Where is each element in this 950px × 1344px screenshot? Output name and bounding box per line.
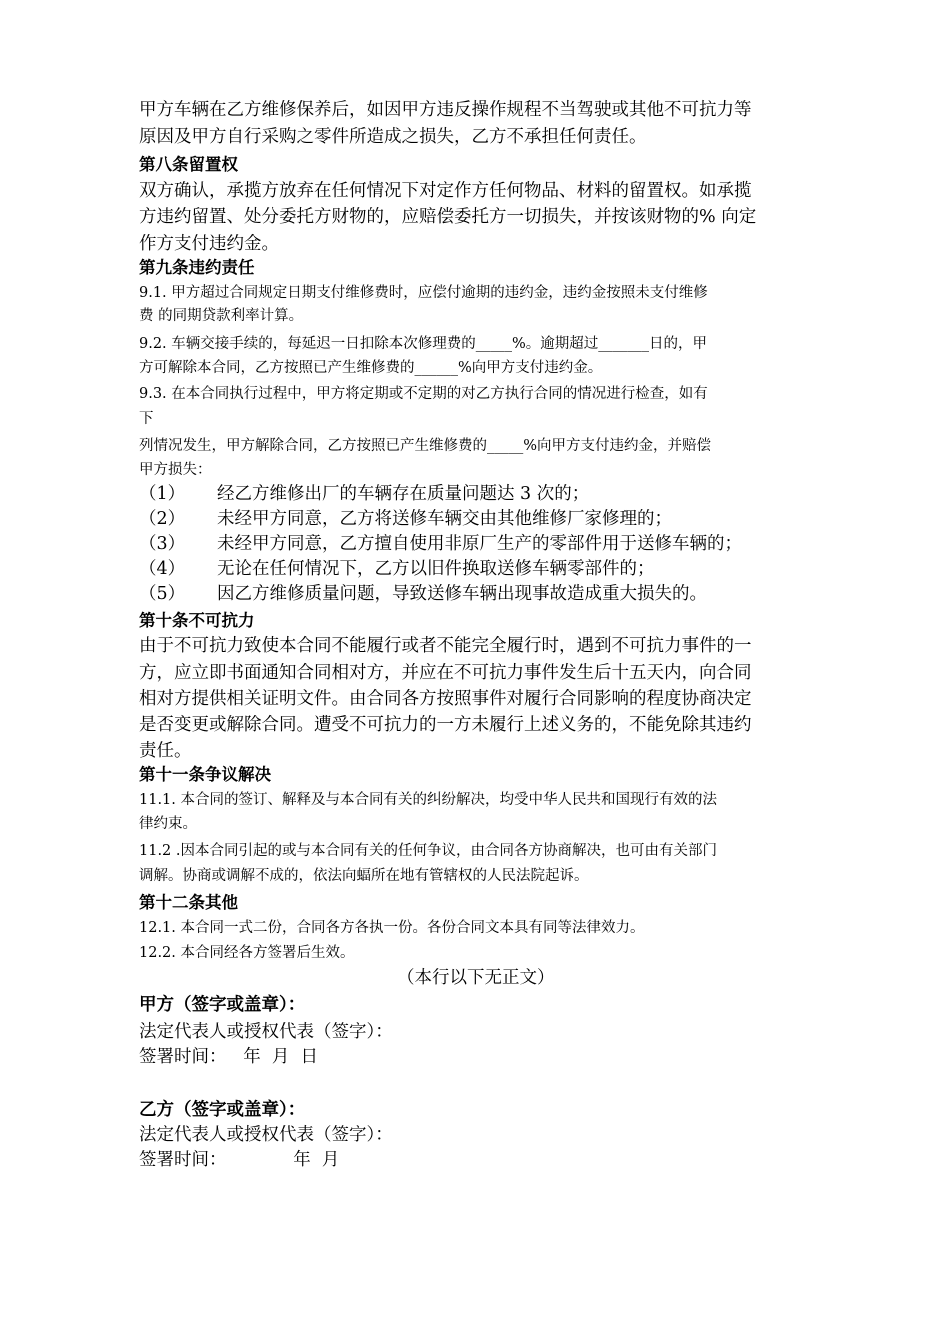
list-item <box>139 530 742 555</box>
clause-line: 12.2. 本合同经各方签署后生效。 <box>139 945 355 961</box>
clause-line: 甲方损失： <box>139 462 212 478</box>
list-item-number: （4） <box>139 559 186 579</box>
article-8-heading: 第八条留置权 <box>139 155 238 174</box>
list-item-text: 未经甲方同意，乙方擅自使用非原厂生产的零部件用于送修车辆的； <box>217 534 742 554</box>
list-item-number: （2） <box>139 509 186 529</box>
clause-line: 律约束。 <box>139 816 197 832</box>
party-a-title: 甲方（签字或盖章）： <box>139 995 306 1015</box>
clause-line: 调解。协商或调解不成的，依法向蝠所在地有管辖权的人民法院起诉。 <box>139 868 589 884</box>
paragraph-line: 责任。 <box>139 741 192 761</box>
article-11-heading: 第十一条争议解决 <box>139 765 271 784</box>
clause-line: 9.1. 甲方超过合同规定日期支付维修费时，应偿付逾期的违约金，违约金按照未支付维修 <box>139 285 708 301</box>
clause-line: 下 <box>139 411 154 427</box>
list-item-number: （5） <box>139 584 186 604</box>
list-item-text: 因乙方维修质量问题，导致送修车辆出现事故造成重大损失的。 <box>217 584 707 604</box>
paragraph-line: 由于不可抗力致使本合同不能履行或者不能完全履行时，遇到不可抗力事件的一 <box>139 636 752 656</box>
clause-line: 费 的同期贷款利率计算。 <box>139 308 304 324</box>
clause-line: 9.3. 在本合同执行过程中，甲方将定期或不定期的对乙方执行合同的情况进行检查，如有 <box>139 386 708 402</box>
clause-line: 列情况发生，甲方解除合同，乙方按照已产生维修费的_____%向甲方支付违约金，并赔偿 <box>139 438 712 454</box>
party-a-sign-date: 签署时间： 年 月 日 <box>139 1047 318 1067</box>
clause-line: 9.2. 车辆交接手续的，每延迟一日扣除本次修理费的_____%。逾期超过_______日的，甲 <box>139 336 708 352</box>
no-further-text-note: （本行以下无正文） <box>397 968 555 988</box>
list-item-text: 经乙方维修出厂的车辆存在质量问题达 3 次的； <box>217 484 590 504</box>
article-12-heading: 第十二条其他 <box>139 893 238 912</box>
clause-line: 方可解除本合同，乙方按照已产生维修费的______%向甲方支付违约金。 <box>139 360 603 376</box>
list-item <box>139 480 589 505</box>
list-item-number: （1） <box>139 484 186 504</box>
party-b-title: 乙方（签字或盖章）： <box>139 1100 306 1120</box>
party-b-representative: 法定代表人或授权代表（签字）： <box>139 1125 393 1145</box>
list-item <box>139 505 672 530</box>
list-item <box>139 555 655 580</box>
paragraph-line: 原因及甲方自行采购之零件所造成之损失，乙方不承担任何责任。 <box>139 127 647 147</box>
paragraph-line: 作方支付违约金。 <box>139 234 279 254</box>
clause-line: 11.1. 本合同的签订、解释及与本合同有关的纠纷解决，均受中华人民共和国现行有效的法 <box>139 792 717 808</box>
list-item-text: 未经甲方同意，乙方将送修车辆交由其他维修厂家修理的； <box>217 509 672 529</box>
paragraph-line: 双方确认，承揽方放弃在任何情况下对定作方任何物品、材料的留置权。如承揽 <box>139 181 752 201</box>
clause-line: 11.2 .因本合同引起的或与本合同有关的任何争议，由合同各方协商解决，也可由有关部门 <box>139 843 717 859</box>
list-item-text: 无论在任何情况下，乙方以旧件换取送修车辆零部件的； <box>217 559 655 579</box>
paragraph-line: 甲方车辆在乙方维修保养后，如因甲方违反操作规程不当驾驶或其他不可抗力等 <box>139 100 752 120</box>
list-item-number: （3） <box>139 534 186 554</box>
article-9-heading: 第九条违约责任 <box>139 258 255 277</box>
paragraph-line: 相对方提供相关证明文件。由合同各方按照事件对履行合同影响的程度协商决定 <box>139 689 752 709</box>
list-item <box>139 580 707 605</box>
paragraph-line: 方违约留置、处分委托方财物的，应赔偿委托方一切损失，并按该财物的% 向定 <box>139 207 757 227</box>
party-b-sign-date: 签署时间： 年 月 <box>139 1150 340 1170</box>
clause-line: 12.1. 本合同一式二份，合同各方各执一份。各份合同文本具有同等法律效力。 <box>139 920 645 936</box>
article-10-heading: 第十条不可抗力 <box>139 611 255 630</box>
paragraph-line: 方，应立即书面通知合同相对方，并应在不可抗力事件发生后十五天内，向合同 <box>139 663 752 683</box>
party-a-representative: 法定代表人或授权代表（签字）： <box>139 1022 393 1042</box>
paragraph-line: 是否变更或解除合同。遭受不可抗力的一方未履行上述义务的，不能免除其违约 <box>139 715 752 735</box>
